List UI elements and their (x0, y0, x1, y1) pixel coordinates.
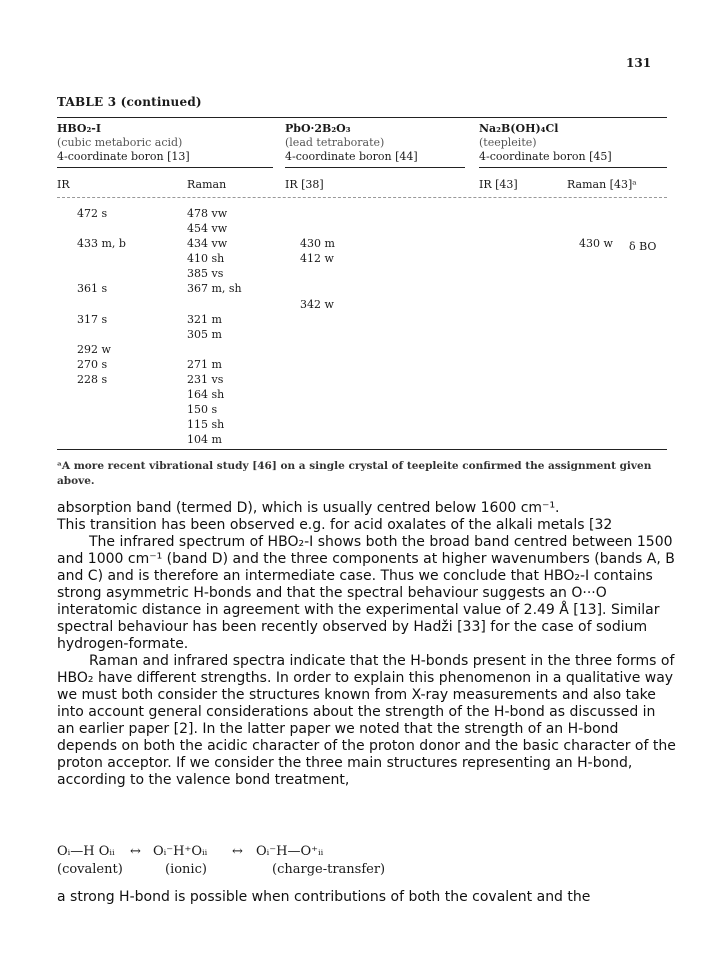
subheader-ir-3: IR [43] (479, 178, 518, 191)
table-cell: 410 sh (187, 252, 225, 265)
pbo-formula: PbO·2B₂O₃ (285, 122, 351, 135)
table-cell: 385 vs (187, 267, 224, 280)
equation-ionic: Oᵢ⁻H⁺Oᵢᵢ (153, 844, 208, 859)
subheader-ir-1: IR (57, 178, 70, 191)
equation-charge-transfer: Oᵢ⁻H—O⁺ᵢᵢ (256, 844, 324, 859)
table-cell: 478 vw (187, 207, 228, 220)
table-cell: 231 vs (187, 373, 224, 386)
paragraph: This transition has been observed e.g. for acid oxalates of the alkali metals [32 (57, 517, 613, 533)
table-cell: 228 s (77, 373, 108, 386)
table-cell: 321 m (187, 313, 222, 326)
table-cell: 164 sh (187, 388, 225, 401)
pbo-name: (lead tetraborate) (285, 136, 385, 149)
table-cell: 430 m (300, 237, 335, 250)
header-pbo (285, 122, 418, 164)
header-rule-2 (285, 167, 465, 168)
equation-arrow: ↔ (232, 844, 243, 859)
table-cell: δ BO (629, 240, 657, 253)
page-number: 131 (626, 56, 652, 70)
table-cell: 361 s (77, 282, 108, 295)
table-cell: 317 s (77, 313, 108, 326)
header-na (479, 122, 612, 164)
label-ionic: (ionic) (165, 862, 207, 877)
na-formula: Na₂B(OH)₄Cl (479, 122, 559, 135)
table-cell: 430 w (579, 237, 613, 250)
pbo-coord: 4-coordinate boron [44] (285, 150, 418, 163)
table-cell: 454 vw (187, 222, 228, 235)
header-rule-1 (57, 167, 273, 168)
table-footnote: ᵃA more recent vibrational study [46] on a single crystal of teepleite confirmed the assignment given above. (57, 460, 652, 487)
table-cell: 115 sh (187, 418, 225, 431)
table-cell: 104 m (187, 433, 222, 446)
table-cell: 150 s (187, 403, 218, 416)
na-name: (teepleite) (479, 136, 537, 149)
table-cell: 305 m (187, 328, 222, 341)
label-covalent: (covalent) (57, 862, 123, 877)
table-cell: 367 m, sh (187, 282, 242, 295)
paragraph: The infrared spectrum of HBO₂-I shows both the broad band centred between 1500 and 1000 cm⁻¹ (band D) and the three components at higher wavenumbers (bands A, B and C) and is therefore an intermediate case. Thus we conclude that HBO₂-I contains strong asymmetric H-bonds and that the spectral behaviour suggests an O···O interatomic distance in agreement with the experimental value of 2.49 Å [13]. Similar spectral behaviour has been recently observed by Hadži [33] for the case of sodium hydrogen-formate. (57, 534, 675, 652)
table-caption: TABLE 3 (continued) (57, 95, 202, 109)
equation-arrow: ↔ (130, 844, 141, 859)
hbo2-name: (cubic metaboric acid) (57, 136, 183, 149)
table-bottom-rule (57, 449, 667, 450)
table-cell: 433 m, b (77, 237, 126, 250)
table-cell: 434 vw (187, 237, 228, 250)
paragraph: absorption band (termed D), which is usually centred below 1600 cm⁻¹. (57, 500, 560, 516)
paragraph: Raman and infrared spectra indicate that the H-bonds present in the three forms of HBO₂ have different strengths. In order to explain this phenomenon in a qualitative way we must both consider the structures known from X-ray measurements and also take into account general considerations about the strength of the H-bond as discussed in an earlier paper [2]. In the latter paper we noted that the strength of an H-bond depends on both the acidic character of the proton donor and the basic character of the proton acceptor. If we consider the three main structures representing an H-bond, according to the valence bond treatment, (57, 653, 676, 788)
table-cell: 271 m (187, 358, 222, 371)
body-text (57, 500, 677, 789)
table-cell: 342 w (300, 298, 334, 311)
header-hbo2 (57, 122, 190, 164)
equation-covalent: Oᵢ—H Oᵢᵢ (57, 844, 115, 859)
hbo2-formula: HBO₂-I (57, 122, 102, 135)
subheader-raman-1: Raman (187, 178, 227, 191)
label-charge-transfer: (charge-transfer) (272, 862, 386, 877)
na-coord: 4-coordinate boron [45] (479, 150, 612, 163)
subheader-rule (57, 197, 667, 198)
hbo2-coord: 4-coordinate boron [13] (57, 150, 190, 163)
table-cell: 472 s (77, 207, 108, 220)
header-rule-3 (479, 167, 667, 168)
table-cell: 270 s (77, 358, 108, 371)
table-cell: 412 w (300, 252, 334, 265)
subheader-ir-2: IR [38] (285, 178, 324, 191)
table-top-rule (57, 117, 667, 118)
paragraph: a strong H-bond is possible when contributions of both the covalent and the (57, 889, 591, 905)
subheader-raman-3: Raman [43]ᵃ (567, 178, 637, 191)
table-cell: 292 w (77, 343, 111, 356)
